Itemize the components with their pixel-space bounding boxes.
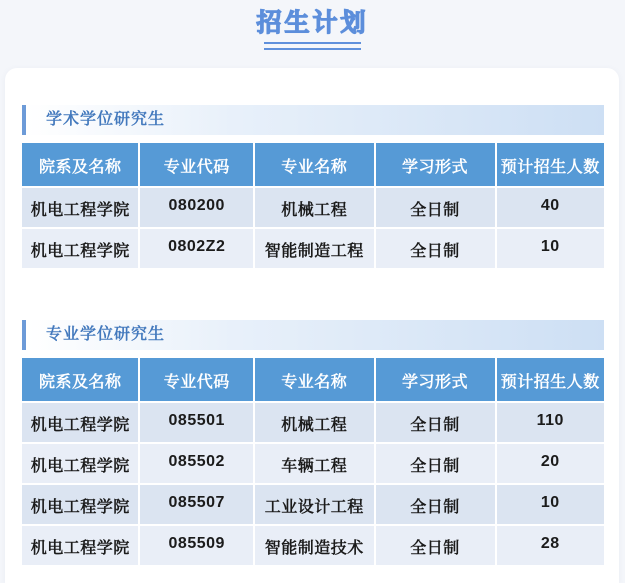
cell-major-name: 智能制造技术 — [253, 524, 373, 565]
cell-planned-enrollment: 28 — [495, 524, 604, 565]
content-card — [5, 68, 619, 583]
column-header-planned-enrollment: 预计招生人数 — [495, 358, 604, 401]
cell-major-code: 085502 — [138, 442, 253, 483]
cell-major-name: 机械工程 — [253, 186, 373, 227]
table-row — [22, 227, 604, 268]
cell-study-form: 全日制 — [374, 524, 495, 565]
table-row — [22, 524, 604, 565]
cell-department: 机电工程学院 — [22, 483, 138, 524]
column-header-major-code: 专业代码 — [138, 143, 253, 186]
cell-department: 机电工程学院 — [22, 524, 138, 565]
column-header-major-code: 专业代码 — [138, 358, 253, 401]
cell-department: 机电工程学院 — [22, 186, 138, 227]
cell-planned-enrollment: 10 — [495, 227, 604, 268]
table-header-row — [22, 358, 604, 401]
column-header-major-name: 专业名称 — [253, 143, 373, 186]
column-header-major-name: 专业名称 — [253, 358, 373, 401]
column-header-department: 院系及名称 — [22, 143, 138, 186]
column-header-study-form: 学习形式 — [374, 358, 495, 401]
cell-major-code: 080200 — [138, 186, 253, 227]
cell-major-code: 085509 — [138, 524, 253, 565]
page-title: 招生计划 — [256, 9, 369, 37]
cell-study-form: 全日制 — [374, 442, 495, 483]
cell-study-form: 全日制 — [374, 483, 495, 524]
table-row — [22, 483, 604, 524]
cell-study-form: 全日制 — [374, 401, 495, 442]
cell-department: 机电工程学院 — [22, 227, 138, 268]
cell-planned-enrollment: 10 — [495, 483, 604, 524]
column-header-department: 院系及名称 — [22, 358, 138, 401]
column-header-planned-enrollment: 预计招生人数 — [495, 143, 604, 186]
cell-planned-enrollment: 20 — [495, 442, 604, 483]
section-heading-academic: 学术学位研究生 — [22, 105, 604, 135]
cell-major-name: 车辆工程 — [253, 442, 373, 483]
section-academic-degree — [22, 105, 604, 268]
section-heading-professional: 专业学位研究生 — [22, 320, 604, 350]
professional-plan-table — [22, 358, 604, 565]
cell-major-code: 085507 — [138, 483, 253, 524]
cell-study-form: 全日制 — [374, 186, 495, 227]
title-double-underline — [264, 42, 361, 50]
cell-planned-enrollment: 110 — [495, 401, 604, 442]
cell-study-form: 全日制 — [374, 227, 495, 268]
section-professional-degree — [22, 320, 604, 565]
table-header-row — [22, 143, 604, 186]
table-row — [22, 401, 604, 442]
cell-major-code: 0802Z2 — [138, 227, 253, 268]
cell-planned-enrollment: 40 — [495, 186, 604, 227]
table-row — [22, 186, 604, 227]
academic-plan-table — [22, 143, 604, 268]
cell-major-name: 机械工程 — [253, 401, 373, 442]
table-row — [22, 442, 604, 483]
cell-department: 机电工程学院 — [22, 442, 138, 483]
top-banner — [0, 0, 625, 68]
cell-department: 机电工程学院 — [22, 401, 138, 442]
cell-major-name: 智能制造工程 — [253, 227, 373, 268]
column-header-study-form: 学习形式 — [374, 143, 495, 186]
cell-major-name: 工业设计工程 — [253, 483, 373, 524]
cell-major-code: 085501 — [138, 401, 253, 442]
